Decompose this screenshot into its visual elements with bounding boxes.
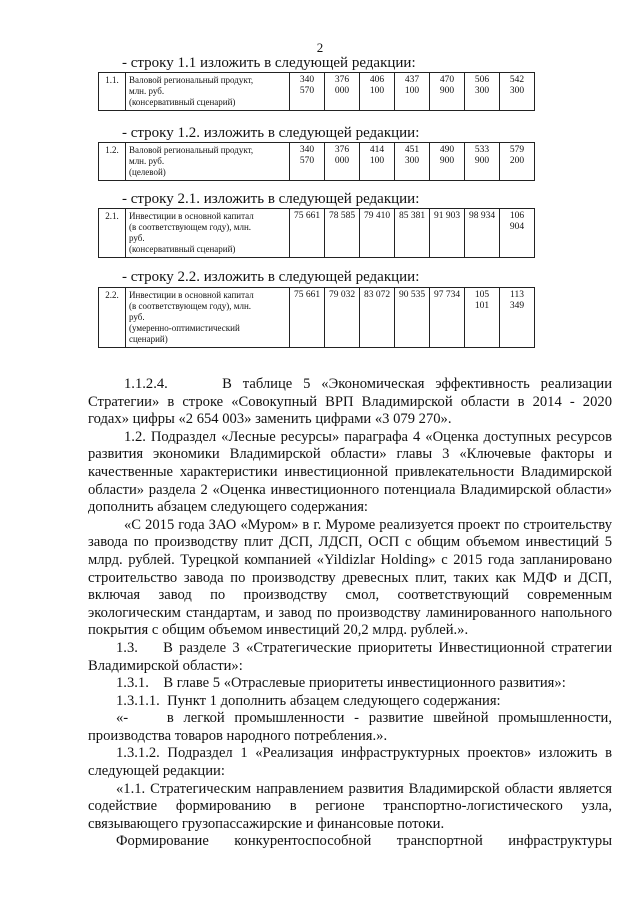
row-value: 340 570 — [290, 73, 325, 111]
row-label-line: (консервативный сценарий) — [129, 97, 236, 107]
row-number: 1.2. — [99, 143, 126, 181]
row-value: 490 900 — [430, 143, 465, 181]
page-number: 2 — [316, 40, 324, 55]
indicator-table-row — [98, 142, 535, 181]
row-label-line: млн. руб. — [129, 156, 165, 166]
row-label-line: (в соответствующем году), млн. — [129, 301, 252, 311]
indicator-table-row — [98, 287, 535, 348]
row-value: 105 101 — [465, 288, 500, 348]
row-label-line: сценарий) — [129, 334, 168, 344]
row-value: 91 903 — [430, 209, 465, 258]
row-value: 75 661 — [290, 209, 325, 258]
row-number: 2.1. — [99, 209, 126, 258]
row-label-line: руб. — [129, 312, 145, 322]
row-label-line: руб. — [129, 233, 145, 243]
paragraph: Формирование конкурентоспособной транспортной инфраструктуры — [116, 833, 612, 850]
quoted-paragraph: «С 2015 года ЗАО «Муром» в г. Муроме реализуется проект по строительству завода по производству плит ДСП, ЛДСП, ОСП с общим объемом инвестиций 5 млрд. рублей. Турецкой компанией «Yildizlar Holding» с 2015 года запланировано строительство завода по производству древесных плит, таких как МДФ и ДСП, включая завод по производству смол, соответствующий современным экологическим стандартам, и завод по производству ламинированного напольного покрытия с общим объемом инвестиций 20,2 млрд. рублей.». — [88, 516, 612, 639]
row-value: 376 000 — [325, 73, 360, 111]
section-caption: - строку 2.2. изложить в следующей редакции: — [122, 269, 420, 285]
row-label — [126, 143, 290, 181]
row-value: 579 200 — [500, 143, 535, 181]
row-value: 79 032 — [325, 288, 360, 348]
row-value: 533 900 — [465, 143, 500, 181]
row-value: 79 410 — [360, 209, 395, 258]
row-value: 90 535 — [395, 288, 430, 348]
row-label-line: млн. руб. — [129, 86, 165, 96]
paragraph: 1.1.2.4. В таблице 5 «Экономическая эффективность реализации Стратегии» в строке «Совокупный ВРП Владимирской области в 2014 - 2020 годах» цифры «2 654 003» заменить цифрами «3 079 270». — [88, 376, 612, 428]
row-label — [126, 209, 290, 258]
quoted-paragraph: «- в легкой промышленности - развитие швейной промышленности, производства товаров народного потребления.». — [88, 710, 612, 744]
section-caption: - строку 1.2. изложить в следующей редакции: — [122, 125, 420, 141]
row-value: 83 072 — [360, 288, 395, 348]
paragraph: 1.3.1.1. Пункт 1 дополнить абзацем следующего содержания: — [116, 692, 501, 709]
paragraph: 1.3.1. В главе 5 «Отраслевые приоритеты инвестиционного развития»: — [116, 675, 566, 692]
row-value: 85 381 — [395, 209, 430, 258]
row-label-line: Валовой региональный продукт, — [129, 145, 254, 155]
row-label-line: (в соответствующем году), млн. — [129, 222, 252, 232]
row-label-line: Инвестиции в основной капитал — [129, 211, 254, 221]
row-value: 506 300 — [465, 73, 500, 111]
quoted-paragraph: «1.1. Стратегическим направлением развития Владимирской области является содействие формированию в регионе транспортно-логистического узла, связывающего грузопассажирские и финансовые потоки. — [88, 780, 612, 832]
row-label-line: Валовой региональный продукт, — [129, 75, 254, 85]
row-value: 340 570 — [290, 143, 325, 181]
row-label-line: (умеренно-оптимистический — [129, 323, 240, 333]
row-label-line: (консервативный сценарий) — [129, 244, 236, 254]
row-value: 414 100 — [360, 143, 395, 181]
row-label-line: (целевой) — [129, 167, 166, 177]
row-number: 2.2. — [99, 288, 126, 348]
paragraph: 1.2. Подраздел «Лесные ресурсы» параграфа 4 «Оценка доступных ресурсов развития экономики Владимирской области» главы 3 «Ключевые факторы и качественные характеристики инвестиционной привлекательности Владимирской области» раздела 2 «Оценка инвестиционного потенциала Владимирской области» дополнить абзацем следующего содержания: — [88, 428, 612, 516]
row-value: 78 585 — [325, 209, 360, 258]
row-number: 1.1. — [99, 73, 126, 111]
row-value: 470 900 — [430, 73, 465, 111]
row-value: 542 300 — [500, 73, 535, 111]
row-label — [126, 73, 290, 111]
indicator-table-row — [98, 208, 535, 258]
row-value: 106 904 — [500, 209, 535, 258]
row-label — [126, 288, 290, 348]
body-text — [88, 376, 612, 851]
paragraph: 1.3. В разделе 3 «Стратегические приоритеты Инвестиционной стратегии Владимирской области»: — [88, 639, 612, 674]
row-value: 75 661 — [290, 288, 325, 348]
row-value: 451 300 — [395, 143, 430, 181]
indicator-table-row — [98, 72, 535, 111]
section-caption: - строку 1.1 изложить в следующей редакции: — [122, 55, 416, 71]
row-value: 98 934 — [465, 209, 500, 258]
row-value: 437 100 — [395, 73, 430, 111]
row-label-line: Инвестиции в основной капитал — [129, 290, 254, 300]
row-value: 113 349 — [500, 288, 535, 348]
row-value: 97 734 — [430, 288, 465, 348]
paragraph: 1.3.1.2. Подраздел 1 «Реализация инфраструктурных проектов» изложить в следующей редакции: — [88, 745, 612, 780]
section-caption: - строку 2.1. изложить в следующей редакции: — [122, 191, 420, 207]
row-value: 376 000 — [325, 143, 360, 181]
row-value: 406 100 — [360, 73, 395, 111]
